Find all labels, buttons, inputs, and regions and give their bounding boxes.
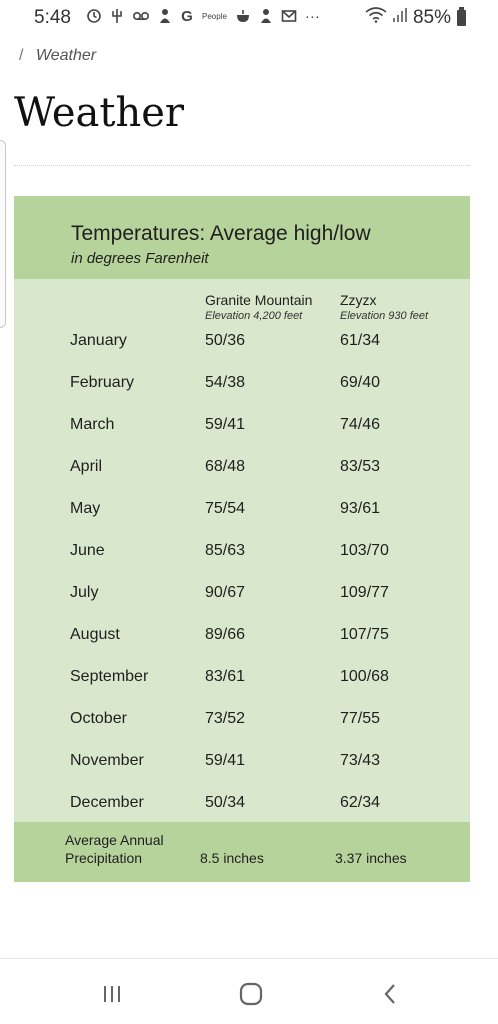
- google-icon: G: [181, 8, 193, 25]
- notification-icons: [86, 8, 320, 28]
- voicemail-icon: [132, 8, 150, 28]
- table-row: [14, 416, 470, 458]
- zzyzx-cell: 69/40: [340, 374, 381, 391]
- precipitation-row: [14, 822, 470, 882]
- column-header-granite: Granite Mountain: [205, 292, 313, 308]
- zzyzx-cell: 61/34: [340, 332, 381, 349]
- app-icon: [235, 8, 251, 28]
- granite-cell: 54/38: [205, 374, 246, 391]
- status-bar: [0, 0, 498, 36]
- table-row: [14, 668, 470, 710]
- signal-icon: [393, 7, 407, 29]
- back-button[interactable]: [370, 979, 410, 1009]
- month-cell: March: [70, 416, 115, 433]
- breadcrumb-current[interactable]: Weather: [35, 47, 97, 64]
- table-row: [14, 374, 470, 416]
- battery-icon: [457, 10, 466, 26]
- app-icon: [259, 8, 273, 28]
- table-row: [14, 458, 470, 500]
- breadcrumb: [19, 47, 96, 65]
- month-cell: January: [70, 332, 127, 349]
- zzyzx-cell: 74/46: [340, 416, 381, 433]
- precipitation-zzyzx: 3.37 inches: [335, 850, 407, 866]
- granite-cell: 85/63: [205, 542, 246, 559]
- table-row: [14, 332, 470, 374]
- divider: [14, 165, 470, 166]
- page-title: Weather: [14, 90, 184, 136]
- table-row: [14, 752, 470, 794]
- back-icon: [380, 982, 400, 1006]
- month-cell: February: [70, 374, 135, 391]
- clipped-breadcrumb-line: [30, 37, 330, 41]
- navigation-bar: [0, 958, 498, 1024]
- zzyzx-cell: 107/75: [340, 626, 389, 643]
- granite-cell: 59/41: [205, 416, 246, 433]
- home-button[interactable]: [231, 979, 271, 1009]
- battery-level: 85%: [412, 7, 451, 28]
- granite-cell: 73/52: [205, 710, 246, 727]
- granite-cell: 68/48: [205, 458, 246, 475]
- zzyzx-cell: 77/55: [340, 710, 381, 727]
- month-cell: December: [70, 794, 144, 811]
- precipitation-label: Average Annual Precipitation: [65, 832, 164, 866]
- month-cell: November: [70, 752, 144, 769]
- table-row: [14, 710, 470, 752]
- table-row: [14, 542, 470, 584]
- mail-icon: [281, 8, 297, 28]
- zzyzx-cell: 83/53: [340, 458, 381, 475]
- granite-cell: 50/36: [205, 332, 246, 349]
- granite-cell: 83/61: [205, 668, 246, 685]
- precipitation-granite: 8.5 inches: [200, 850, 264, 866]
- month-cell: August: [70, 626, 120, 643]
- month-cell: April: [70, 458, 103, 475]
- side-panel-handle[interactable]: [0, 140, 6, 328]
- app-icon: [158, 8, 172, 28]
- month-cell: May: [70, 500, 101, 517]
- usb-icon: [110, 8, 124, 28]
- recent-apps-icon: [100, 983, 124, 1005]
- zzyzx-cell: 73/43: [340, 752, 381, 769]
- column-elevation-granite: Elevation 4,200 feet: [205, 310, 303, 322]
- wifi-icon: [365, 7, 387, 29]
- zzyzx-cell: 62/34: [340, 794, 381, 811]
- month-cell: July: [70, 584, 99, 601]
- zzyzx-cell: 103/70: [340, 542, 389, 559]
- month-cell: September: [70, 668, 149, 685]
- granite-cell: 90/67: [205, 584, 246, 601]
- month-cell: June: [70, 542, 105, 559]
- granite-cell: 59/41: [205, 752, 246, 769]
- status-right: [365, 7, 466, 29]
- table-header: [14, 196, 470, 279]
- zzyzx-cell: 100/68: [340, 668, 389, 685]
- zzyzx-cell: 109/77: [340, 584, 389, 601]
- table-subtitle: in degrees Farenheit: [71, 250, 209, 267]
- status-time: 5:48: [34, 7, 71, 28]
- table-row: [14, 500, 470, 542]
- granite-cell: 89/66: [205, 626, 246, 643]
- column-header-zzyzx: Zzyzx: [340, 292, 377, 308]
- recent-apps-button[interactable]: [92, 979, 132, 1009]
- table-title: Temperatures: Average high/low: [71, 222, 371, 245]
- breadcrumb-separator: /: [19, 47, 24, 64]
- history-icon: [86, 8, 102, 28]
- month-cell: October: [70, 710, 127, 727]
- granite-cell: 75/54: [205, 500, 246, 517]
- people-app-icon: People: [202, 12, 227, 21]
- zzyzx-cell: 93/61: [340, 500, 381, 517]
- home-icon: [238, 982, 264, 1006]
- granite-cell: 50/34: [205, 794, 246, 811]
- column-elevation-zzyzx: Elevation 930 feet: [340, 310, 429, 322]
- more-icon: ···: [304, 8, 320, 25]
- table-row: [14, 584, 470, 626]
- table-row: [14, 626, 470, 668]
- temperature-table: [14, 196, 470, 882]
